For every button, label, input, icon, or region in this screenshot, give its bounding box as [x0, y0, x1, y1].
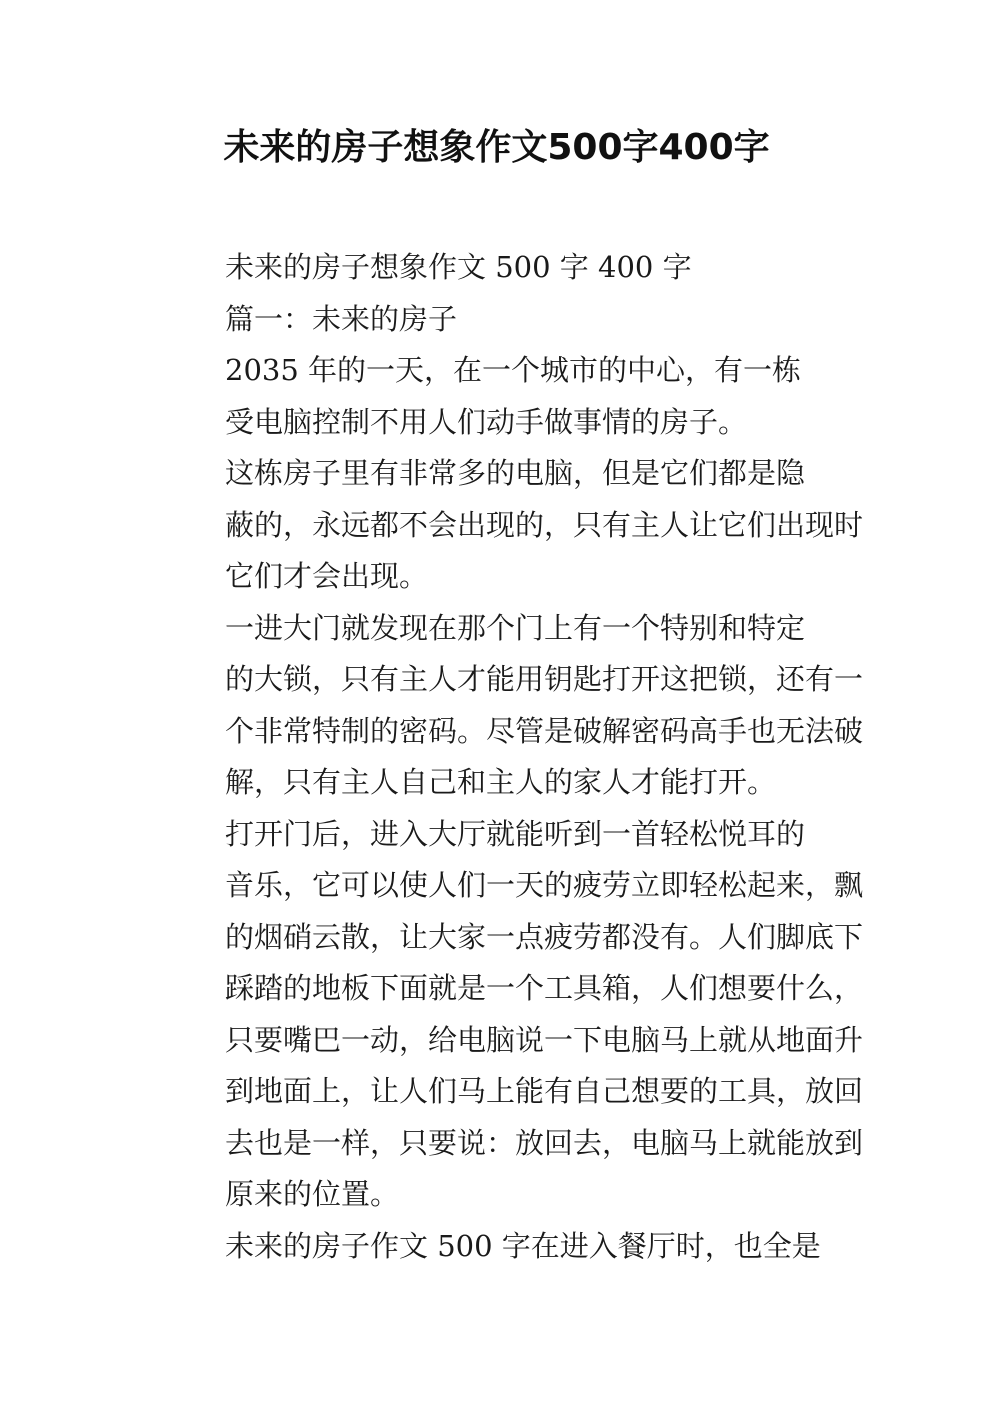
document-body — [165, 242, 864, 1272]
paragraph — [165, 1221, 829, 1273]
text-line: 去也是一样，只要说：放回去，电脑马上就能放到 — [225, 1125, 864, 1160]
text-line: 蔽的，永远都不会出现的，只有主人让它们出现时 — [225, 507, 864, 542]
paragraph — [165, 448, 864, 603]
text-line: 解，只有主人自己和主人的家人才能打开。 — [225, 765, 777, 799]
text-line: 未来的房子作文 500 字在进入餐厅时，也全是 — [225, 1228, 821, 1263]
text-line: 2035 年的一天，在一个城市的中心，有一栋 — [225, 353, 802, 387]
text-line: 的烟硝云散，让大家一点疲劳都没有。人们脚底下 — [225, 919, 864, 954]
text-line: 篇一：未来的房子 — [225, 301, 458, 336]
text-line: 个非常特制的密码。尽管是破解密码高手也无法破 — [225, 713, 864, 748]
text-line: 未来的房子想象作文 500 字 400 字 — [225, 250, 692, 284]
text-line: 它们才会出现。 — [225, 559, 429, 593]
text-line: 到地面上，让人们马上能有自己想要的工具，放回 — [225, 1074, 864, 1108]
paragraph-section-heading — [165, 294, 829, 346]
text-line: 的大锁，只有主人才能用钥匙打开这把锁，还有一 — [225, 662, 864, 696]
text-line: 踩踏的地板下面就是一个工具箱，人们想要什么， — [225, 971, 864, 1005]
text-line: 这栋房子里有非常多的电脑，但是它们都是隐 — [225, 456, 806, 490]
text-line: 只要嘴巴一动，给电脑说一下电脑马上就从地面升 — [225, 1022, 864, 1057]
paragraph — [165, 809, 864, 1221]
text-line: 一进大门就发现在那个门上有一个特别和特定 — [225, 610, 806, 645]
paragraph — [165, 345, 829, 448]
text-line: 打开门后，进入大厅就能听到一首轻松悦耳的 — [225, 816, 806, 851]
text-line: 音乐，它可以使人们一天的疲劳立即轻松起来，飘 — [225, 868, 864, 902]
paragraph — [165, 603, 864, 809]
text-line: 受电脑控制不用人们动手做事情的房子。 — [225, 404, 748, 439]
text-line: 原来的位置。 — [225, 1177, 400, 1211]
document-title: 未来的房子想象作文500字400字 — [223, 127, 770, 168]
paragraph-subtitle — [165, 242, 829, 294]
